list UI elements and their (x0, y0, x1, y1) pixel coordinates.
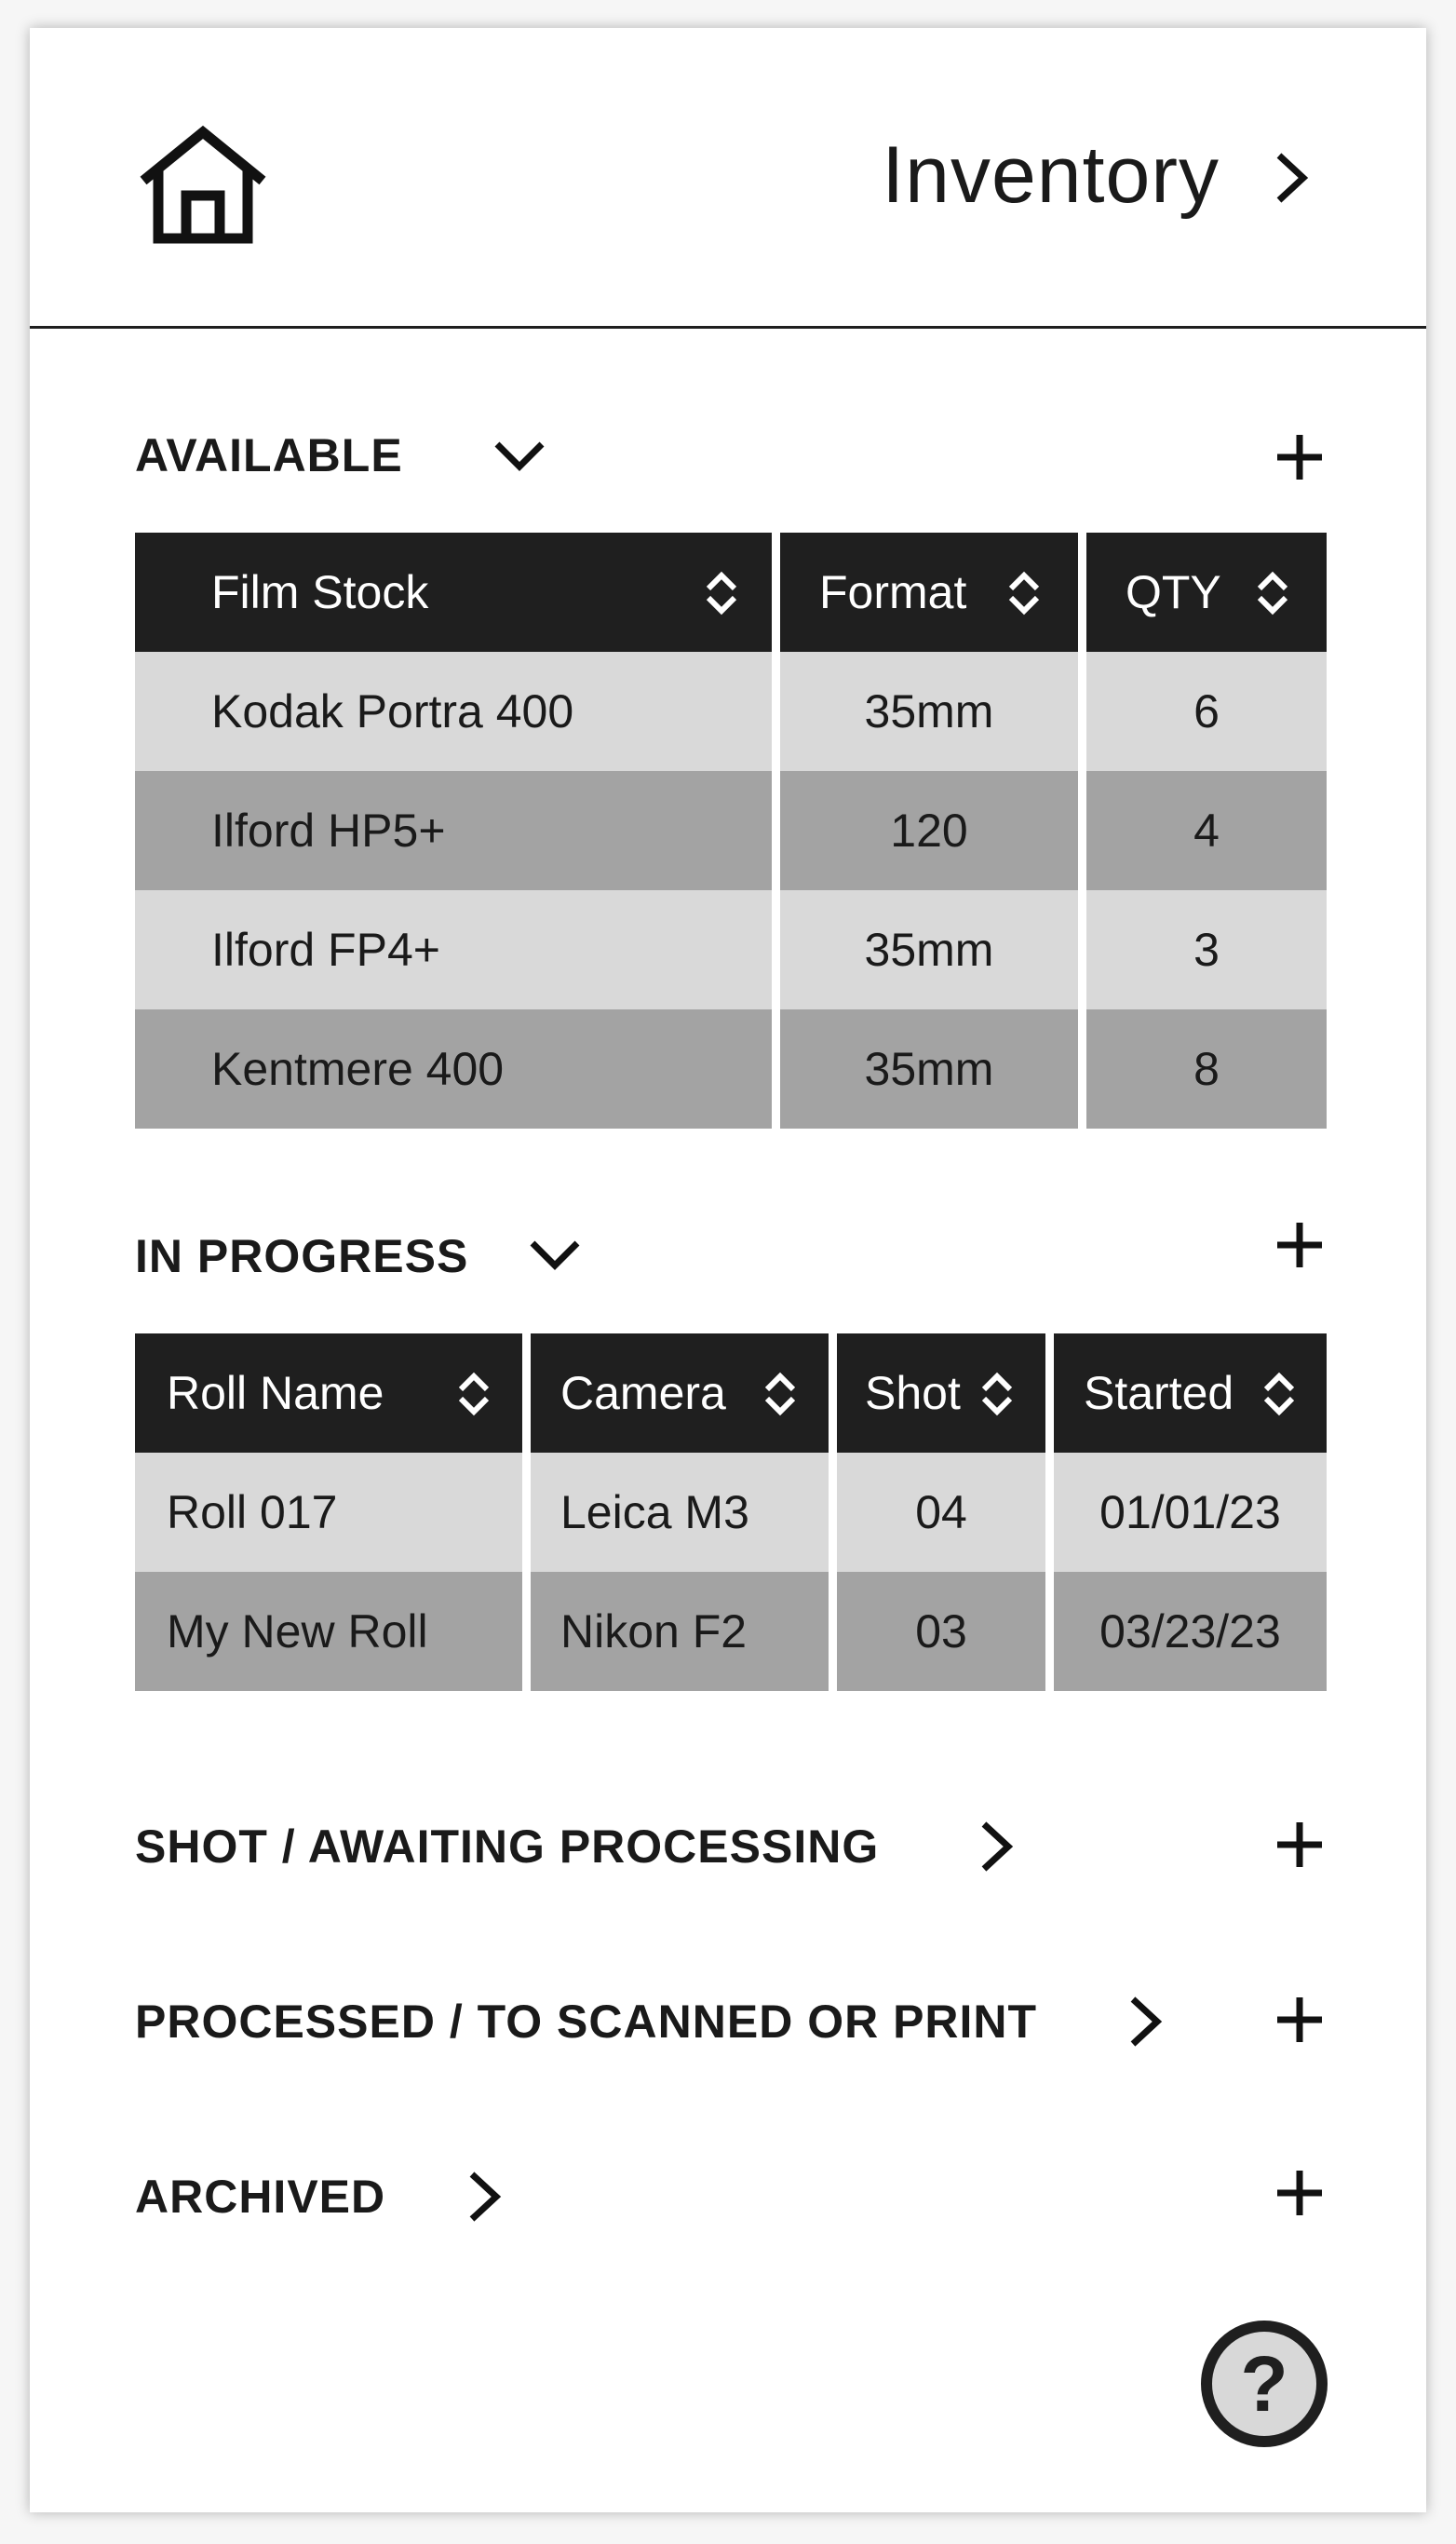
chevron-right-icon[interactable] (1127, 1995, 1163, 2049)
section-shot-awaiting-header[interactable] (135, 1814, 1345, 1879)
section-available-header (135, 423, 1345, 488)
app-frame (30, 28, 1426, 2512)
section-in-progress-title: IN PROGRESS (135, 1230, 469, 1282)
section-processed-header[interactable] (135, 1989, 1345, 2054)
add-in-progress-button[interactable] (1274, 1220, 1325, 1270)
table-row[interactable]: Kodak Portra 400 35mm 6 (135, 652, 1327, 771)
table-row[interactable]: Ilford FP4+ 35mm 3 (135, 890, 1327, 1009)
home-icon[interactable] (134, 125, 272, 244)
table-row[interactable]: My New Roll Nikon F2 03 03/23/23 (135, 1572, 1327, 1691)
in-progress-table-header (135, 1333, 1327, 1453)
sort-icon[interactable] (703, 570, 740, 616)
sort-icon[interactable] (978, 1371, 1016, 1417)
available-table (127, 533, 1335, 1129)
col-header-camera[interactable]: Camera (531, 1333, 829, 1453)
top-bar (30, 28, 1426, 329)
chevron-down-icon[interactable] (528, 1237, 582, 1272)
add-processed-button[interactable] (1274, 1995, 1325, 2045)
table-row[interactable]: Kentmere 400 35mm 8 (135, 1009, 1327, 1129)
col-header-roll-name[interactable]: Roll Name (135, 1333, 522, 1453)
add-shot-awaiting-button[interactable] (1274, 1820, 1325, 1870)
table-row[interactable]: Ilford HP5+ 120 4 (135, 771, 1327, 890)
section-shot-awaiting-title: SHOT / AWAITING PROCESSING (135, 1820, 880, 1873)
sort-icon[interactable] (455, 1371, 492, 1417)
sort-icon[interactable] (1005, 570, 1043, 616)
chevron-right-icon[interactable] (1274, 151, 1309, 205)
in-progress-table (127, 1333, 1335, 1691)
col-header-qty[interactable]: QTY (1086, 533, 1327, 652)
page-title: Inventory (882, 130, 1220, 220)
section-processed-title: PROCESSED / TO SCANNED OR PRINT (135, 1996, 1038, 2048)
available-table-header (135, 533, 1327, 652)
col-header-shot[interactable]: Shot (837, 1333, 1045, 1453)
section-in-progress-header (135, 1224, 1345, 1289)
section-archived-header[interactable] (135, 2164, 1345, 2229)
add-archived-button[interactable] (1274, 2168, 1325, 2218)
col-header-format[interactable]: Format (780, 533, 1078, 652)
section-available-title: AVAILABLE (135, 429, 403, 481)
sort-icon[interactable] (1254, 570, 1291, 616)
chevron-right-icon[interactable] (466, 2170, 502, 2224)
sort-icon[interactable] (762, 1371, 799, 1417)
section-archived-title: ARCHIVED (135, 2171, 386, 2223)
help-button[interactable] (1201, 2321, 1328, 2447)
chevron-down-icon[interactable] (492, 438, 546, 473)
col-header-started[interactable]: Started (1054, 1333, 1327, 1453)
help-icon: ? (1240, 2340, 1288, 2428)
col-header-film-stock[interactable]: Film Stock (135, 533, 772, 652)
add-available-button[interactable] (1274, 432, 1325, 482)
chevron-right-icon[interactable] (978, 1820, 1014, 1874)
sort-icon[interactable] (1261, 1371, 1298, 1417)
table-row[interactable]: Roll 017 Leica M3 04 01/01/23 (135, 1453, 1327, 1572)
